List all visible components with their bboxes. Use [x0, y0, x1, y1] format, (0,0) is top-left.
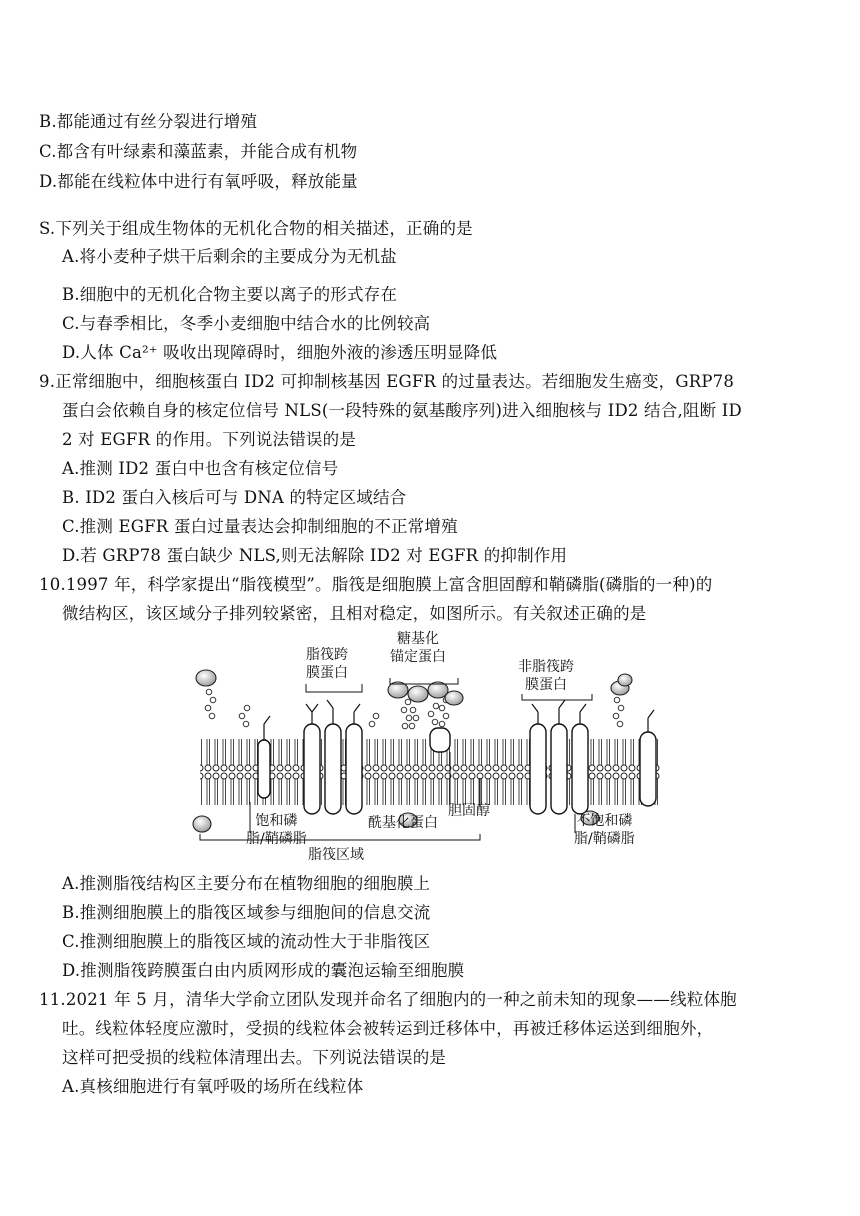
q8-option-b: B.细胞中的无机化合物主要以离子的形式存在: [62, 285, 398, 304]
q10-stem-line-1: 10.1997 年，科学家提出“脂筏模型”。脂筏是细胞膜上富含胆固醇和鞘磷脂(磷脂的一种)的: [39, 575, 713, 594]
lipid-raft-diagram: [180, 628, 680, 868]
q8-option-d: D.人体 Ca²⁺ 吸收出现障碍时，细胞外液的渗透压明显降低: [62, 343, 498, 362]
q8-stem: S.下列关于组成生物体的无机化合物的相关描述，正确的是: [39, 219, 473, 238]
q11-stem-line-3: 这样可把受损的线粒体清理出去。下列说法错误的是: [62, 1048, 447, 1067]
q9-option-a: A.推测 ID2 蛋白中也含有核定位信号: [62, 459, 339, 478]
q7-option-c: C.都含有叶绿素和藻蓝素，并能合成有机物: [39, 142, 358, 161]
q11-stem-line-1: 11.2021 年 5 月，清华大学俞立团队发现并命名了细胞内的一种之前未知的现象——线粒体胞: [39, 990, 737, 1009]
cholesterol-label: 胆固醇: [448, 803, 490, 819]
q10-option-b: B.推测细胞膜上的脂筏区域参与细胞间的信息交流: [62, 903, 431, 922]
q10-option-d: D.推测脂筏跨膜蛋白由内质网形成的囊泡运输至细胞膜: [62, 961, 465, 980]
q7-option-b: B.都能通过有丝分裂进行增殖: [39, 112, 258, 131]
q9-option-b: B. ID2 蛋白入核后可与 DNA 的特定区域结合: [62, 488, 407, 507]
q7-option-d: D.都能在线粒体中进行有氧呼吸，释放能量: [39, 172, 358, 191]
q8-option-c: C.与春季相比，冬季小麦细胞中结合水的比例较高: [62, 314, 431, 333]
nonraft-transmembrane-protein-label: 非脂筏跨 膜蛋白: [518, 659, 574, 693]
q9-option-d: D.若 GRP78 蛋白缺少 NLS,则无法解除 ID2 对 EGFR 的抑制作用: [62, 546, 568, 565]
q9-option-c: C.推测 EGFR 蛋白过量表达会抑制细胞的不正常增殖: [62, 517, 458, 536]
q9-stem-line-1: 9.正常细胞中，细胞核蛋白 ID2 可抑制核基因 EGFR 的过量表达。若细胞发生癌变，GRP78: [39, 372, 735, 391]
q9-stem-line-3: 2 对 EGFR 的作用。下列说法错误的是: [62, 430, 357, 449]
q11-option-a: A.真核细胞进行有氧呼吸的场所在线粒体: [62, 1077, 364, 1096]
acylated-protein-label: 酰基化蛋白: [368, 815, 438, 831]
raft-transmembrane-protein-label: 脂筏跨 膜蛋白: [306, 647, 348, 681]
gpi-anchored-protein-label: 糖基化 锚定蛋白: [390, 631, 446, 665]
unsaturated-lipid-label: 不饱和磷 脂/鞘磷脂: [574, 813, 635, 847]
q8-option-a: A.将小麦种子烘干后剩余的主要成分为无机盐: [62, 247, 397, 266]
q11-stem-line-2: 吐。线粒体轻度应激时，受损的线粒体会被转运到迁移体中，再被迁移体运送到细胞外，: [62, 1019, 714, 1038]
raft-region-label: 脂筏区域: [308, 847, 364, 863]
q10-stem-line-2: 微结构区，该区域分子排列较紧密，且相对稳定，如图所示。有关叙述正确的是: [62, 604, 647, 623]
q10-option-c: C.推测细胞膜上的脂筏区域的流动性大于非脂筏区: [62, 932, 431, 951]
q10-option-a: A.推测脂筏结构区主要分布在植物细胞的细胞膜上: [62, 874, 431, 893]
saturated-lipid-label: 饱和磷 脂/鞘磷脂: [246, 813, 307, 847]
q9-stem-line-2: 蛋白会依赖自身的核定位信号 NLS(一段特殊的氨基酸序列)进入细胞核与 ID2 结合,阻断 ID: [62, 401, 742, 420]
